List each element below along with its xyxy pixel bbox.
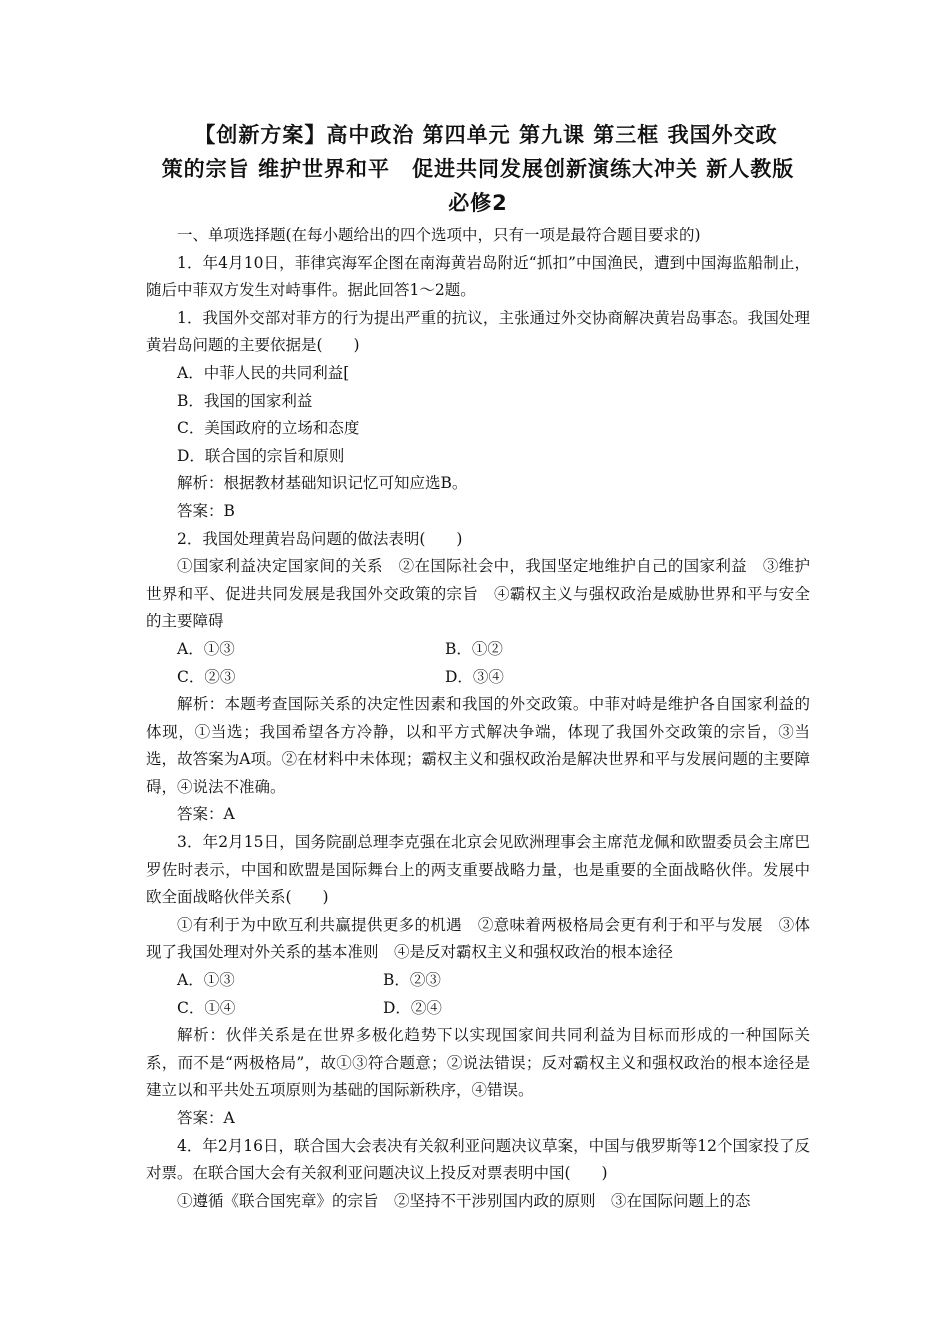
q2-options-row-2 — [146, 664, 810, 692]
q2-options-row-1 — [146, 636, 810, 664]
material-1: 1．年4月10日，菲律宾海军企图在南海黄岩岛附近“抓扣”中国渔民，遭到中国海监船制止，随后中菲双方发生对峙事件。据此回答1～2题。 — [146, 253, 810, 300]
q1-option-d: D．联合国的宗旨和原则 — [177, 446, 345, 465]
q2-option-a: A．①③ — [177, 639, 235, 658]
q2-stem: 2．我国处理黄岩岛问题的做法表明( ) — [177, 529, 463, 548]
title-line-3: 必修2 — [448, 191, 508, 215]
q3-option-c: C．①④ — [177, 998, 236, 1017]
q3-answer: 答案：A — [177, 1109, 235, 1127]
q2-analysis: 解析：本题考查国际关系的决定性因素和我国的外交政策。中菲对峙是维护各自国家利益的体现，①当选；我国希望各方冷静，以和平方式解决争端，体现了我国外交政策的宗旨，③当选，故答案为A项。②在材料中未体现；霸权主义和强权政治是解决世界和平与发展问题的主要障碍，④说法不准确。 — [146, 695, 810, 796]
document-title — [146, 118, 810, 220]
q2-option-c: C．②③ — [177, 667, 236, 686]
title-line-1: 【创新方案】高中政治 第四单元 第九课 第三框 我国外交政 — [194, 123, 778, 147]
q3-options-row-2 — [146, 995, 810, 1023]
q2-option-b: B．①② — [445, 639, 503, 658]
q1-analysis: 解析：根据教材基础知识记忆可知应选B。 — [177, 474, 468, 493]
q3-statements: ①有利于为中欧互利共赢提供更多的机遇 ②意味着两极格局会更有利于和平与发展 ③体现了我国处理对外关系的基本准则 ④是反对霸权主义和强权政治的根本途径 — [146, 915, 810, 962]
q1-stem: 1．我国外交部对菲方的行为提出严重的抗议，主张通过外交协商解决黄岩岛事态。我国处理黄岩岛问题的主要依据是( ) — [146, 308, 810, 355]
q3-analysis: 解析：伙伴关系是在世界多极化趋势下以实现国家间共同利益为目标而形成的一种国际关系，而不是“两极格局”，故①③符合题意；②说法错误；反对霸权主义和强权政治的根本途径是建立以和平共处五项原则为基础的国际新秩序，④错误。 — [146, 1026, 810, 1100]
title-line-2: 策的宗旨 维护世界和平 促进共同发展创新演练大冲关 新人教版 — [161, 157, 795, 181]
q3-stem: 3．年2月15日，国务院副总理李克强在北京会见欧洲理事会主席范龙佩和欧盟委员会主席巴罗佐时表示，中国和欧盟是国际舞台上的两支重要战略力量，也是重要的全面战略伙伴。发展中欧全面战略伙伴关系( ) — [146, 833, 810, 907]
q3-option-d: D．②④ — [383, 998, 442, 1017]
q2-option-d: D．③④ — [445, 667, 504, 686]
q1-answer: 答案：B — [177, 501, 235, 520]
q3-option-a: A．①③ — [177, 971, 235, 990]
q1-option-c: C．美国政府的立场和态度 — [177, 419, 360, 438]
q3-options-row-1 — [146, 967, 810, 995]
q2-statements: ①国家利益决定国家间的关系 ②在国际社会中，我国坚定地维护自己的国家利益 ③维护世界和平、促进共同发展是我国外交政策的宗旨 ④霸权主义与强权政治是威胁世界和平与安全的主要障碍 — [146, 557, 810, 631]
q4-statements: ①遵循《联合国宪章》的宗旨 ②坚持不干涉别国内政的原则 ③在国际问题上的态 — [177, 1191, 751, 1210]
document-body — [146, 222, 810, 1215]
q2-answer: 答案：A — [177, 805, 235, 824]
q3-option-b: B．②③ — [383, 971, 441, 990]
q4-stem: 4．年2月16日，联合国大会表决有关叙利亚问题决议草案，中国与俄罗斯等12个国家投了反对票。在联合国大会有关叙利亚问题决议上投反对票表明中国( ) — [146, 1136, 810, 1183]
q1-option-a: A．中菲人民的共同利益[ — [177, 363, 350, 382]
section-heading: 一、单项选择题(在每小题给出的四个选项中，只有一项是最符合题目要求的) — [177, 226, 701, 244]
q1-option-b: B．我国的国家利益 — [177, 391, 313, 410]
